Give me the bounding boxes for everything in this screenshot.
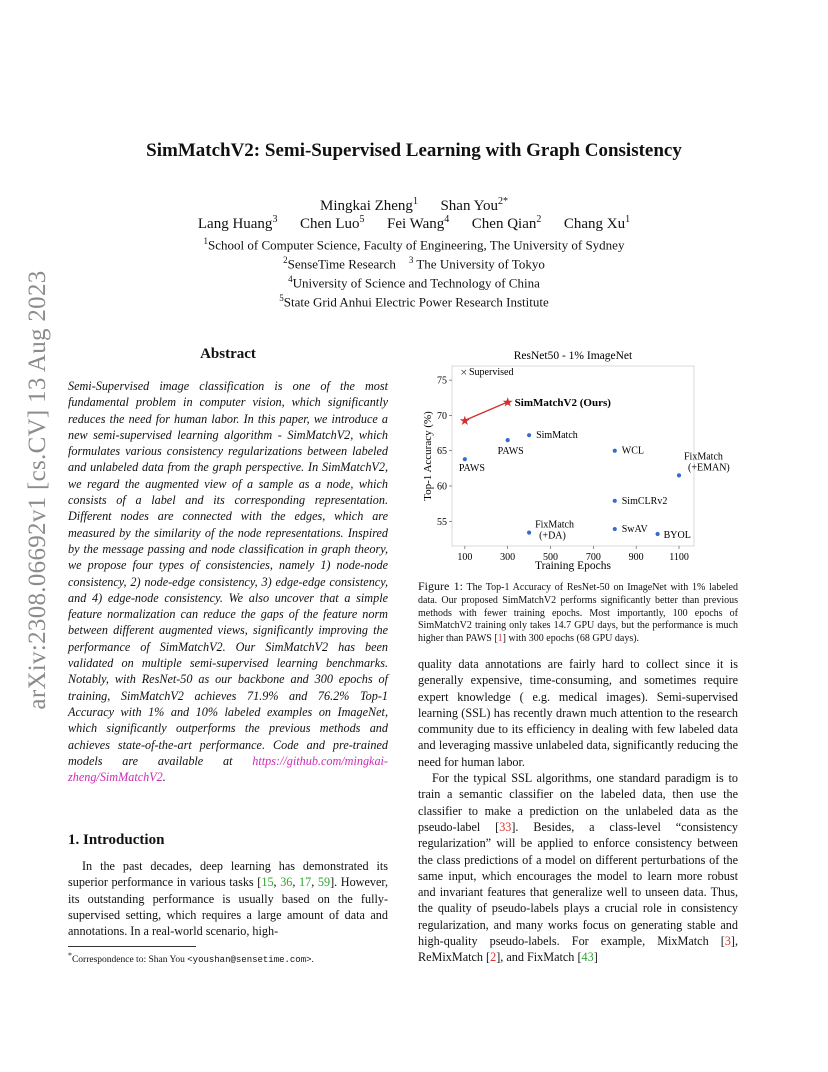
point-label (622, 496, 668, 507)
author: Lang Huang (197, 216, 273, 232)
citation[interactable]: 59 (317, 875, 331, 890)
data-point (613, 449, 617, 453)
author-sup: 5 (359, 214, 365, 225)
x-tick-label: 500 (543, 552, 559, 563)
data-point (527, 530, 531, 534)
para-text: ] (593, 950, 598, 965)
affiliation-1 (0, 236, 828, 253)
footnote (68, 951, 398, 965)
footnote-email: <youshan@sensetime.com> (187, 955, 312, 966)
aff-text: University of Science and Technology of China (292, 275, 540, 291)
arxiv-id: arXiv:2308.06692v1 [cs.CV] 13 Aug 2023 (24, 270, 51, 710)
point-label-line: BYOL (663, 530, 691, 541)
citation[interactable]: 33 (499, 819, 512, 834)
y-tick-label: 65 (437, 446, 447, 458)
section-heading: 1. Introduction (68, 832, 165, 848)
author-sup: 4 (444, 214, 450, 225)
aff-sup: 4 (288, 274, 293, 284)
point-label (498, 446, 524, 457)
point-label-line: FixMatch (535, 519, 574, 531)
legend-marker: × (460, 368, 468, 378)
code-link[interactable]: https://github.com/mingkai-zheng/SimMatchV2 (68, 753, 388, 785)
point-label-line: WCL (621, 445, 644, 457)
author-sup: 3 (272, 214, 278, 225)
author: Fei Wang (387, 216, 445, 232)
caption-text: The Top-1 Accuracy of ResNet-50 on ImageNet with 1% labeled data. Our proposed SimMatchV2 performs significantly better than previous methods with fewer training epochs. Most importantly, 100 epochs of SimMatchV2 training only takes 14.7 GPU days, but the performance is much higher than PAWS [ (418, 582, 738, 645)
aff-sup: 5 (279, 293, 284, 303)
author-sup: 1 (412, 196, 418, 207)
x-axis-label: Training Epochs (535, 560, 611, 572)
intro-text: In the past decades, deep learning has demonstrated its superior performance in various tasks [ (68, 859, 388, 890)
ours-star-point: ★ (501, 395, 514, 411)
y-axis-label: Top-1 Accuracy (%) (422, 411, 434, 501)
aff-text: SenseTime Research (287, 256, 396, 272)
intro-text: ]. However, its outstanding performance is usually based on the fully-supervised setting, which requires a large amount of data and annotations. In a real-world scenario, high- (68, 875, 388, 939)
data-point (613, 499, 617, 503)
arxiv-stamp (18, 270, 58, 710)
y-tick-label: 55 (437, 516, 447, 528)
citation[interactable]: 3 (724, 934, 731, 949)
author-sup: 2* (497, 196, 508, 207)
x-tick-label: 100 (457, 552, 473, 563)
y-tick-label: 60 (437, 481, 447, 493)
abstract-body: Semi-Supervised image classification is one of the most fundamental problem in computer vision, which significantly reduces the need for human labor. In this paper, we introduce a new semi-supervised learning algorithm - SimMatchV2, which formulates various consistency regularizations between labeled and unlabeled data from the graph perspective. In SimMatchV2, we regard the augmented view of a sample as a node, which consists of a label and its corresponding representation. Different nodes are connected with the edges, which are measured by the similarity of the node representations. Inspired by the message passing and node classification in graph theory, we propose four types of consistencies, namely 1) node-node consistency, 2) node-edge consistency, 3) edge-edge consistency, and 4) edge-node consistency. We also uncover that a simple feature normalization can reduce the gaps of the feature norm between different augmented views, significantly improving the performance of SimMatchV2. Our SimMatchV2 has been validated on multiple semi-supervised learning benchmarks. Notably, with ResNet-50 as our backbone and 300 epochs of training, SimMatchV2 achieves 71.9% and 76.2% Top-1 Accuracy with 1% and 10% labeled examples on ImageNet, which significantly outperforms the previous methods and achieves state-of-the-art performance. Code and pre-trained models are available at (68, 379, 388, 768)
x-tick-label: 1100 (669, 552, 689, 563)
point-label (664, 530, 691, 541)
legend-label: Supervised (469, 367, 514, 378)
point-label-line: FixMatch (684, 451, 723, 463)
data-point (506, 438, 510, 442)
point-label (535, 520, 574, 542)
point-label-line: (+DA) (539, 530, 566, 542)
point-label (622, 524, 649, 535)
chart-title: ResNet50 - 1% ImageNet (513, 350, 633, 362)
point-label-line: PAWS (458, 463, 485, 475)
ours-star-point: ★ (459, 413, 471, 429)
para-text: For the typical SSL algorithms, one standard paradigm is to train a semantic classifier on the labeled data, then use the classifier to make a prediction on the unlabeled data as the pseudo-label [ (418, 771, 738, 834)
aff-sup: 3 (408, 255, 414, 265)
aff-text: School of Computer Science, Faculty of Engineering, The University of Sydney (208, 237, 625, 253)
aff-sup: 2 (283, 255, 288, 265)
point-label-line: PAWS (497, 446, 524, 458)
y-tick-label: 75 (437, 375, 447, 387)
data-point (463, 457, 467, 461)
author: Shan You (440, 198, 498, 214)
citation[interactable]: 1 (497, 633, 503, 645)
affiliation-2 (0, 255, 828, 272)
footnote-end: . (311, 955, 314, 966)
ours-label: SimMatchV2 (Ours) (514, 397, 611, 409)
abstract-end: . (162, 770, 166, 785)
affiliation-5 (0, 293, 828, 310)
para-text: ], ReMixMatch [ (418, 934, 738, 965)
data-point (677, 473, 681, 477)
abstract-heading: Abstract (200, 346, 256, 362)
data-point (655, 532, 659, 536)
author-line-2 (0, 214, 828, 233)
para-text: ]. Besides, a class-level “consistency regularization” will be applied to enforce consistency between the class predictions of a model on different perturbations of the same input, which encourages the model to learn more robust and invariant features that generalize well to unseen data. Thus, the quality of pseudo-labels plays a crucial role in consistency regularization, and many works focus on generating stable and high-quality pseudo-labels. For example, MixMatch [ (418, 819, 738, 949)
point-label (459, 463, 485, 474)
figure-1-chart (412, 344, 742, 576)
data-point (527, 433, 531, 437)
point-label (684, 451, 730, 473)
y-tick-label: 70 (437, 410, 447, 422)
abstract-text (68, 378, 388, 785)
footnote-rule (68, 946, 196, 947)
citation[interactable]: 15 (261, 875, 274, 890)
point-label-line: SimCLRv2 (621, 495, 668, 507)
author: Mingkai Zheng (320, 198, 413, 214)
para-text: ], and FixMatch [ (496, 950, 582, 965)
author: Chen Qian (471, 216, 537, 232)
author: Chen Luo (299, 216, 360, 232)
data-point (613, 527, 617, 531)
point-label (622, 446, 644, 457)
intro-paragraph: In the past decades, deep learning has demonstrated its superior performance in various tasks [15, 36, 17, 59]. However, its outstanding performance is usually based on the fully-supervised setting, which requires a large amount of data and annotations. In a real-world scenario, high- (68, 859, 388, 939)
paper-title: SimMatchV2: Semi-Supervised Learning with Graph Consistency (146, 140, 682, 161)
x-tick-label: 700 (585, 552, 601, 563)
aff-sup: 1 (203, 236, 209, 246)
author-sup: 1 (625, 214, 631, 225)
point-label-line: SimMatch (536, 430, 578, 442)
x-tick-label: 900 (628, 552, 644, 563)
author: Chang Xu (563, 216, 626, 232)
citation[interactable]: 36 (280, 875, 293, 890)
author-sup: 2 (536, 214, 542, 225)
point-label-line: SwAV (621, 524, 648, 536)
paragraph: quality data annotations are fairly hard to collect since it is generally expensive, time-consuming, and sometimes require expert knowledge ( e.g. medical images). Semi-supervised learning (SSL) has recently drawn much attention to the research community due to its efficiency in dealing with few labeled data and leveraging massive unlabeled data, significantly reducing the need for human labor. (418, 657, 738, 769)
aff-text: State Grid Anhui Electric Power Research Institute (283, 294, 549, 310)
aff-text: The University of Tokyo (413, 256, 545, 272)
paragraph (418, 770, 738, 966)
x-tick-label: 300 (500, 552, 516, 563)
footnote-mark: * (68, 951, 72, 960)
point-label-line: (+EMAN) (688, 462, 730, 474)
affiliation-4 (0, 274, 828, 291)
citation[interactable]: 2 (490, 950, 497, 965)
figure-caption (418, 580, 738, 646)
caption-text: ] with 300 epochs (68 GPU days). (502, 633, 640, 645)
citation[interactable]: 17 (299, 875, 312, 890)
citation[interactable]: 43 (581, 950, 594, 965)
point-label (536, 430, 578, 441)
caption-label: Figure 1: (418, 579, 463, 593)
footnote-text: Correspondence to: Shan You (71, 955, 188, 966)
author-line-1 (0, 196, 828, 215)
right-column-text (418, 656, 738, 966)
